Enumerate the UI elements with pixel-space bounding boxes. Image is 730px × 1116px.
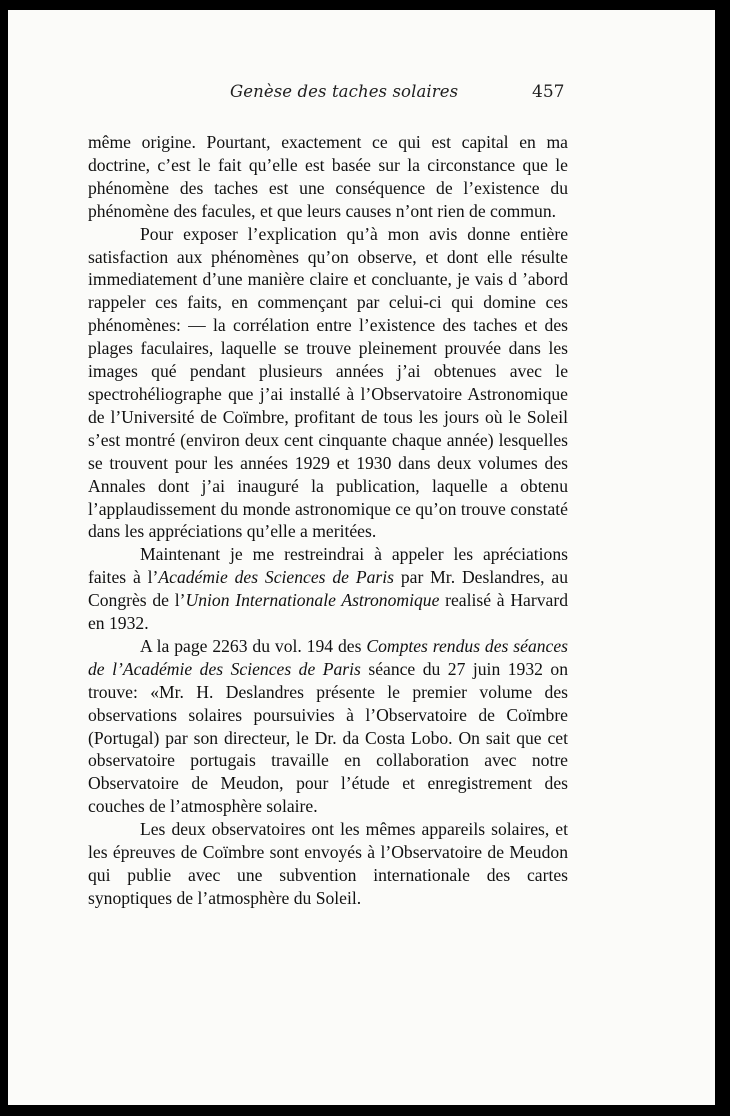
book-page xyxy=(8,10,715,1105)
paragraph-2-text: Pour exposer l’explication qu’à mon avis donne entière satisfaction aux phénomènes qu’on observe, et dont elle résulte immediatement d’une manière claire et concluante, je vais d ’abord rappeler ces faits, en commençant par celui-ci qui domine ces phénomènes: — la corrélation entre l’existence des taches et des plages faculaires, laquelle se trouve pleinement prouvée dans les images qué pendant plusieurs années j’ai obtenues avec le spectrohéliographe que j’ai installé à l’Observatoire Astronomique de l’Université de Coïmbre, profitant de tous les jours où le Soleil s’est montré (environ deux cent cinquante chaque année) lesquelles se trouvent pour les années 1929 et 1930 dans deux volumes des Annales dont j’ai inauguré la publication, laquelle a obtenu l’applaudissement du monde astronomique ce qu’on trouve constaté dans les appréciations qu’elle a meritées. xyxy=(88,223,568,542)
page-number: 457 xyxy=(532,82,565,102)
paragraph-4 xyxy=(88,635,568,818)
paragraph-3-journal-academie: Académie des Sciences de Paris xyxy=(158,567,394,588)
paragraph-3 xyxy=(88,543,568,635)
paragraph-4-text-2: séance du 27 juin 1932 on trouve: «Mr. H. Deslandres présente le premier volume des observations solaires poursuivies à l’Observatoire de Coïmbre (Portugal) par son directeur, le Dr. da Costa Lobo. On sait que cet observatoire portugais travaille en collaboration avec notre Observatoire de Meudon, pour l’étude et enregistrement des couches de l’atmosphère solaire. xyxy=(88,658,568,817)
paragraph-3-union-name: Union Internationale Astronomique xyxy=(185,590,440,611)
paragraph-4-text-1: A la page 2263 du vol. 194 des xyxy=(140,635,367,656)
paragraph-3-text-3: realisé à Harvard en 1932. xyxy=(88,590,568,634)
paragraph-4-comptes-rendus: Comptes rendus des séances de l’Académie des Sciences de Paris xyxy=(88,635,568,679)
body-text xyxy=(88,131,568,910)
paragraph-5 xyxy=(88,818,568,910)
paragraph-3-text-1: Maintenant je me restreindrai à appeler les apréciations faites à l’ xyxy=(88,544,568,588)
paragraph-1-text: même origine. Pourtant, exactement ce qui est capital en ma doctrine, c’est le fait qu’elle est basée sur la circonstance que le phénomène des taches est une conséquence de l’existence du phénomène des facules, et que leurs causes n’ont rien de commun. xyxy=(88,132,568,221)
page-header xyxy=(8,82,715,108)
paragraph-3-text-2: par Mr. Deslandres, au Congrès de l’ xyxy=(88,567,568,611)
paragraph-5-text: Les deux observatoires ont les mêmes appareils solaires, et les épreuves de Coïmbre sont envoyés à l’Observatoire de Meudon qui publie avec une subvention internationale des cartes synoptiques de l’atmosphère du Soleil. xyxy=(88,819,568,908)
running-title: Genèse des taches solaires xyxy=(230,82,459,101)
paragraph-1 xyxy=(88,131,568,223)
paragraph-2 xyxy=(88,223,568,544)
